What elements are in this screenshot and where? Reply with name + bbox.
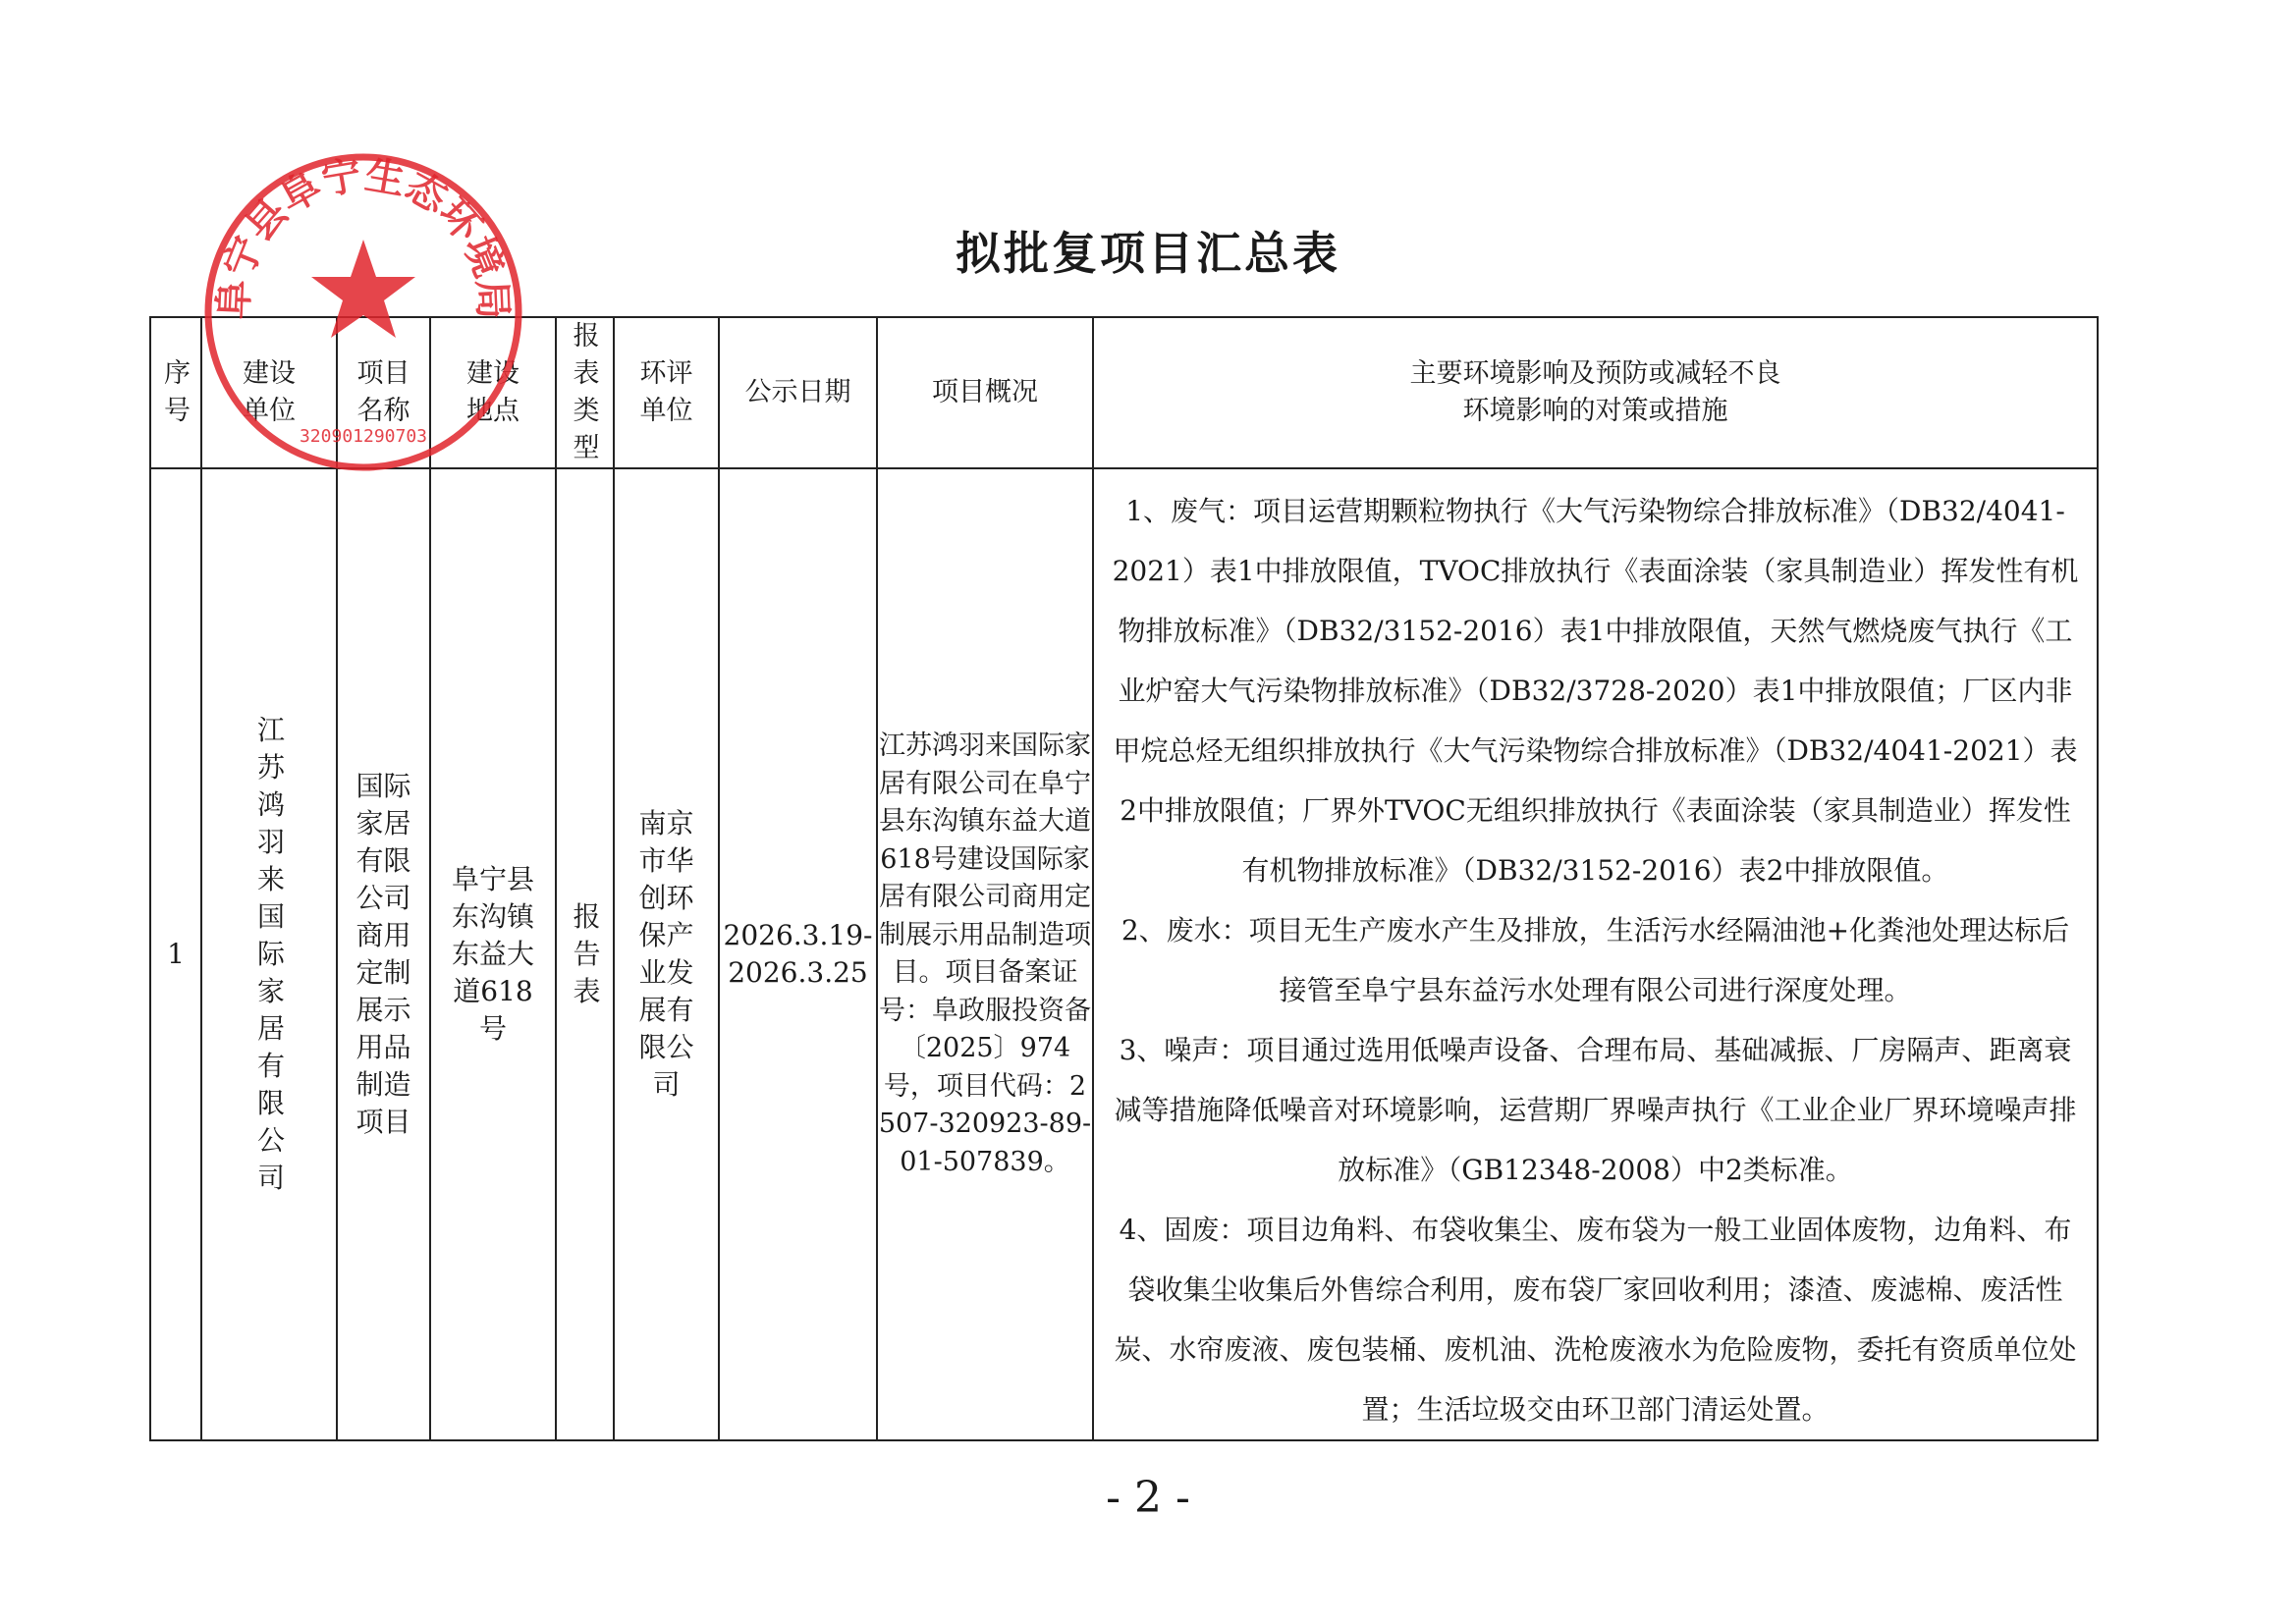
cell-builder: 江苏鸿羽来国际家居有限公司 [201,468,337,1440]
cell-seq: 1 [150,468,201,1440]
measure-noise: 3、噪声：项目通过选用低噪声设备、合理布局、基础减振、厂房隔声、距离衰减等措施降低噪音对环境影响，运营期厂界噪声执行《工业企业厂界环境噪声排放标准》（GB12348-2008）中2类标准。 [1114,1034,2077,1186]
publicity-date-start: 2026.3.19- [723,919,873,951]
table-header-row [150,317,2098,468]
header-location: 建设地点 [430,317,556,468]
project-summary-table [149,316,2099,1441]
header-measures [1093,317,2098,468]
page-number: - 2 - [1106,1473,1190,1523]
publicity-date-end: 2026.3.25 [728,956,868,989]
header-seq: 序号 [150,317,201,468]
cell-location: 阜宁县东沟镇东益大道618号 [430,468,556,1440]
measure-solid-waste: 4、固废：项目边角料、布袋收集尘、废布袋为一般工业固体废物，边角料、布袋收集尘收集后外售综合利用，废布袋厂家回收利用；漆渣、废滤棉、废活性炭、水帘废液、废包装桶、废机油、洗枪废液水为危险废物，委托有资质单位处置；生活垃圾交由环卫部门清运处置。 [1114,1214,2077,1426]
header-overview: 项目概况 [877,317,1093,468]
table-row [150,468,2098,1440]
header-measures-line1: 主要环境影响及预防或减轻不良 [1409,358,1781,389]
cell-publicity-date [719,468,877,1440]
header-measures-line2: 环境影响的对策或措施 [1462,396,1728,426]
header-project-name: 项目名称 [337,317,430,468]
seal-code: 320901290703 [299,426,428,447]
header-eia-unit: 环评单位 [614,317,719,468]
measure-water: 2、废水：项目无生产废水产生及排放，生活污水经隔油池+化粪池处理达标后接管至阜宁县东益污水处理有限公司进行深度处理。 [1121,914,2070,1006]
document-title: 拟批复项目汇总表 [956,227,1340,280]
cell-eia-unit: 南京市华创环保产业发展有限公司 [614,468,719,1440]
seal-text: 阜宁县阜宁生态环境局 [211,152,516,321]
measure-air: 1、废气：项目运营期颗粒物执行《大气污染物综合排放标准》（DB32/4041-2021）表1中排放限值，TVOC排放执行《表面涂装（家具制造业）挥发性有机物排放标准》（DB32/3152-2016）表1中排放限值，天然气燃烧废气执行《工业炉窑大气污染物排放标准》（DB32/3728-2020）表1中排放限值；厂区内非甲烷总烃无组织排放执行《大气污染物综合排放标准》（DB32/4041-2021）表2中排放限值；厂界外TVOC无组织排放执行《表面涂装（家具制造业）挥发性有机物排放标准》（DB32/3152-2016）表2中排放限值。 [1112,495,2079,887]
cell-overview: 江苏鸿羽来国际家居有限公司在阜宁县东沟镇东益大道618号建设国际家居有限公司商用定制展示用品制造项目。项目备案证号：阜政服投资备〔2025〕974号，项目代码：2507-320923-89-01-507839。 [877,468,1093,1440]
header-publicity-date: 公示日期 [719,317,877,468]
header-builder: 建设单位 [201,317,337,468]
header-report-type: 报表类型 [556,317,614,468]
cell-report-type: 报告表 [556,468,614,1440]
cell-project-name: 国际家居有限公司商用定制展示用品制造项目 [337,468,430,1440]
cell-measures [1093,468,2098,1440]
